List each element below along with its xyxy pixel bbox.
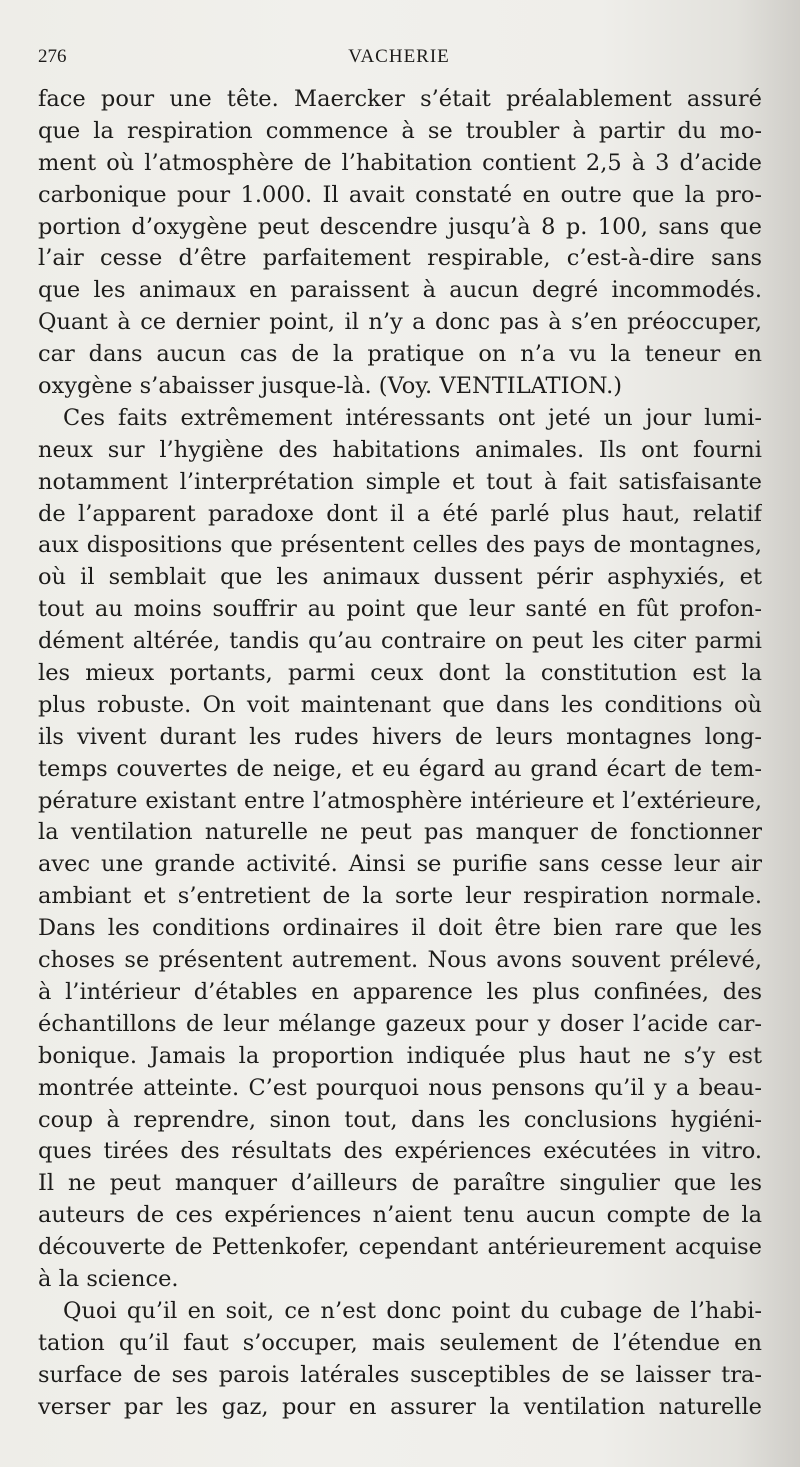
- text-line: neux sur l’hygiène des habitations animales. Ils ont fourni: [38, 436, 762, 463]
- text-line: carbonique pour 1.000. Il avait constaté en outre que la pro-: [38, 181, 762, 208]
- text-line: ils vivent durant les rudes hivers de leurs montagnes long-: [38, 723, 762, 750]
- text-line: choses se présentent autrement. Nous avons souvent prélevé,: [38, 947, 762, 974]
- text-line: Quoi qu’il en soit, ce n’est donc point du cubage de l’habi-: [63, 1297, 762, 1324]
- text-line: Il ne peut manquer d’ailleurs de paraître singulier que les: [38, 1170, 762, 1197]
- text-line: notamment l’interprétation simple et tout à fait satisfaisante: [38, 468, 762, 495]
- text-line: tation qu’il faut s’occuper, mais seulement de l’étendue en: [38, 1329, 762, 1356]
- text-line: oxygène s’abaisser jusque-là. (Voy. VENTILATION.): [38, 373, 623, 400]
- text-line: ques tirées des résultats des expériences exécutées in vitro.: [38, 1138, 762, 1165]
- text-line: ment où l’atmosphère de l’habitation contient 2,5 à 3 d’acide: [38, 149, 762, 176]
- text-line: temps couvertes de neige, et eu égard au grand écart de tem-: [38, 755, 762, 782]
- text-line: montrée atteinte. C’est pourquoi nous pensons qu’il y a beau-: [38, 1074, 762, 1101]
- text-line: Dans les conditions ordinaires il doit être bien rare que les: [38, 915, 762, 942]
- text-line: les mieux portants, parmi ceux dont la constitution est la: [38, 660, 762, 687]
- text-line: aux dispositions que présentent celles des pays de montagnes,: [38, 532, 762, 559]
- text-line: découverte de Pettenkofer, cependant antérieurement acquise: [38, 1234, 762, 1261]
- text-line: coup à reprendre, sinon tout, dans les conclusions hygiéni-: [38, 1106, 762, 1133]
- text-line: que la respiration commence à se troubler à partir du mo-: [38, 117, 762, 144]
- text-line: Quant à ce dernier point, il n’y a donc pas à s’en préoccuper,: [38, 309, 762, 336]
- text-line: que les animaux en paraissent à aucun degré incommodés.: [38, 277, 762, 304]
- text-line: à la science.: [38, 1265, 179, 1292]
- text-line: pérature existant entre l’atmosphère intérieure et l’extérieure,: [38, 787, 762, 814]
- text-line: échantillons de leur mélange gazeux pour y doser l’acide car-: [38, 1010, 762, 1037]
- running-title: VACHERIE: [348, 46, 450, 67]
- text-line: où il semblait que les animaux dussent périr asphyxiés, et: [38, 564, 762, 591]
- text-line: la ventilation naturelle ne peut pas manquer de fonctionner: [38, 819, 762, 846]
- text-line: surface de ses parois latérales susceptibles de se laisser tra-: [38, 1361, 762, 1388]
- page-number: 276: [38, 46, 67, 67]
- text-line: dément altérée, tandis qu’au contraire on peut les citer parmi: [38, 628, 762, 655]
- text-line: auteurs de ces expériences n’aient tenu aucun compte de la: [38, 1202, 762, 1229]
- text-line: ambiant et s’entretient de la sorte leur respiration normale.: [38, 883, 762, 910]
- text-line: à l’intérieur d’étables en apparence les plus confinées, des: [38, 978, 762, 1005]
- text-line: plus robuste. On voit maintenant que dans les conditions où: [38, 691, 762, 718]
- text-line: de l’apparent paradoxe dont il a été parlé plus haut, relatif: [38, 500, 762, 527]
- text-line: verser par les gaz, pour en assurer la ventilation naturelle: [38, 1393, 762, 1420]
- text-line: car dans aucun cas de la pratique on n’a vu la teneur en: [38, 341, 762, 368]
- text-line: face pour une tête. Maercker s’était préalablement assuré: [38, 86, 762, 112]
- text-line: Ces faits extrêmement intéressants ont jeté un jour lumi-: [63, 404, 762, 431]
- body-text: [38, 84, 762, 1423]
- page-header: [38, 42, 760, 74]
- text-line: bonique. Jamais la proportion indiquée plus haut ne s’y est: [38, 1042, 762, 1069]
- text-line: avec une grande activité. Ainsi se purifie sans cesse leur air: [38, 851, 762, 878]
- text-line: portion d’oxygène peut descendre jusqu’à 8 p. 100, sans que: [38, 213, 762, 240]
- text-line: l’air cesse d’être parfaitement respirable, c’est-à-dire sans: [38, 245, 762, 272]
- text-line: tout au moins souffrir au point que leur santé en fût profon-: [38, 596, 762, 623]
